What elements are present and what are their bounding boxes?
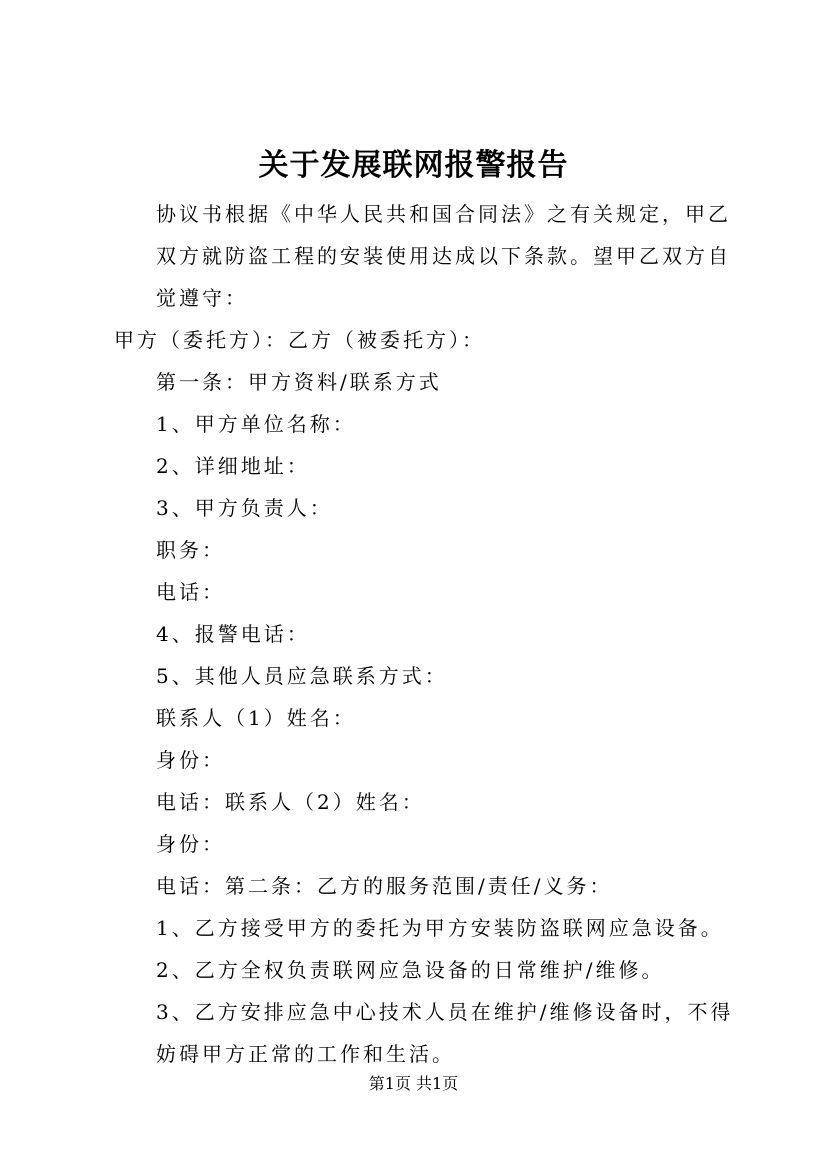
article-2-item-1: 1、乙方接受甲方的委托为甲方安装防盗联网应急设备。 bbox=[156, 916, 724, 940]
contact-1-phone-contact-2-name: 电话：联系人（2）姓名： bbox=[156, 790, 425, 814]
party-a-unit-name: 1、甲方单位名称： bbox=[156, 412, 356, 436]
emergency-contacts-heading: 5、其他人员应急联系方式： bbox=[156, 664, 448, 688]
alarm-phone: 4、报警电话： bbox=[156, 622, 310, 646]
contact-1-identity: 身份： bbox=[156, 748, 225, 772]
document-title: 关于发展联网报警报告 bbox=[258, 148, 569, 183]
contact-2-identity: 身份： bbox=[156, 832, 225, 856]
contact-1-name: 联系人（1）姓名： bbox=[156, 706, 356, 730]
article-1-heading: 第一条：甲方资料/联系方式 bbox=[156, 370, 442, 394]
article-2-item-2: 2、乙方全权负责联网应急设备的日常维护/维修。 bbox=[156, 958, 665, 982]
party-a-phone: 电话： bbox=[156, 580, 225, 604]
document-body bbox=[114, 193, 744, 1075]
party-a-position: 职务： bbox=[156, 538, 225, 562]
contact-2-phone-article-2-heading: 电话：第二条：乙方的服务范围/责任/义务： bbox=[156, 874, 613, 898]
paragraph-intro: 协议书根据《中华人民共和国合同法》之有关规定，甲乙双方就防盗工程的安装使用达成以下条款。望甲乙双方自觉遵守： bbox=[156, 202, 731, 310]
page-footer: 第1页 共1页 bbox=[368, 1074, 459, 1093]
party-a-address: 2、详细地址： bbox=[156, 454, 310, 478]
article-2-item-3: 3、乙方安排应急中心技术人员在维护/维修设备时，不得妨碍甲方正常的工作和生活。 bbox=[156, 1000, 734, 1066]
party-a-person-in-charge: 3、甲方负责人： bbox=[156, 496, 333, 520]
paragraph-parties: 甲方（委托方）：乙方（被委托方）： bbox=[114, 328, 485, 352]
